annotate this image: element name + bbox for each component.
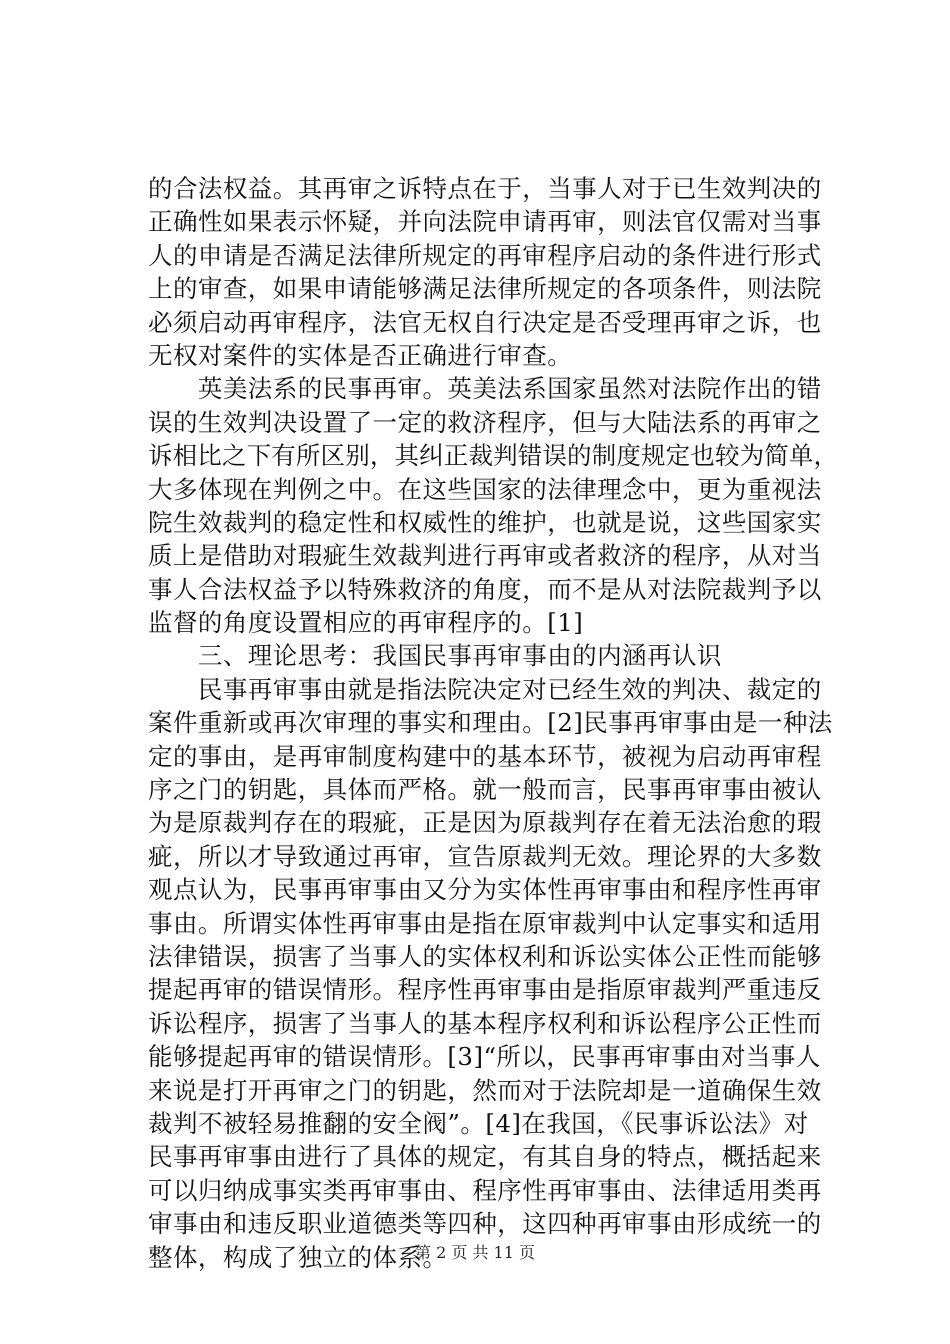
text-line: 审事由和违反职业道德类等四种，这四种再审事由形成统一的 bbox=[148, 1209, 822, 1239]
text-line: 提起再审的错误情形。程序性再审事由是指原审裁判严重违反 bbox=[148, 975, 822, 1005]
text-line: 法律错误，损害了当事人的实体权利和诉讼实体公正性而能够 bbox=[148, 941, 822, 971]
text-line: 的合法权益。其再审之诉特点在于，当事人对于已生效判决的 bbox=[148, 174, 822, 203]
text-line: 民事再审事由就是指法院决定对已经生效的判决、裁定的 bbox=[148, 674, 822, 704]
text-line: 案件重新或再次审理的事实和理由。[2]民事再审事由是一种法 bbox=[148, 708, 833, 738]
text-line: 院生效裁判的稳定性和权威性的维护，也就是说，这些国家实 bbox=[148, 507, 822, 537]
text-line: 必须启动再审程序，法官无权自行决定是否受理再审之诉，也 bbox=[148, 307, 822, 337]
text-line: 来说是打开再审之门的钥匙，然而对于法院却是一道确保生效 bbox=[148, 1075, 822, 1105]
text-line: 民事再审事由进行了具体的规定，有其自身的特点，概括起来 bbox=[148, 1142, 822, 1172]
text-line: 正确性如果表示怀疑，并向法院申请再审，则法官仅需对当事 bbox=[148, 207, 822, 237]
text-line: 英美法系的民事再审。英美法系国家虽然对法院作出的错 bbox=[148, 374, 822, 404]
text-line: 裁判不被轻易推翻的安全阀”。[4]在我国，《民事诉讼法》对 bbox=[148, 1108, 809, 1138]
text-line: 事由。所谓实体性再审事由是指在原审裁判中认定事实和适用 bbox=[148, 908, 822, 938]
text-line: 诉相比之下有所区别，其纠正裁判错误的制度规定也较为简单， bbox=[148, 441, 839, 471]
text-line: 观点认为，民事再审事由又分为实体性再审事由和程序性再审 bbox=[148, 875, 822, 905]
text-line: 可以归纳成事实类再审事由、程序性再审事由、法律适用类再 bbox=[148, 1175, 822, 1205]
text-line: 误的生效判决设置了一定的救济程序，但与大陆法系的再审之 bbox=[148, 407, 822, 437]
text-line: 诉讼程序，损害了当事人的基本程序权利和诉讼程序公正性而 bbox=[148, 1008, 822, 1038]
text-line: 能够提起再审的错误情形。[3]“所以，民事再审事由对当事人 bbox=[148, 1042, 821, 1072]
page-footer: 第 2 页 共 11 页 bbox=[415, 1243, 535, 1262]
text-line: 无权对案件的实体是否正确进行审查。 bbox=[148, 340, 573, 370]
text-line: 疵，所以才导致通过再审，宣告原裁判无效。理论界的大多数 bbox=[148, 841, 822, 871]
text-line: 监督的角度设置相应的再审程序的。[1] bbox=[148, 608, 584, 638]
text-line: 事人合法权益予以特殊救济的角度，而不是从对法院裁判予以 bbox=[148, 574, 822, 604]
text-line: 人的申请是否满足法律所规定的再审程序启动的条件进行形式 bbox=[148, 240, 822, 270]
text-line: 整体，构成了独立的体系。 bbox=[148, 1242, 448, 1272]
body-text bbox=[148, 172, 838, 1274]
text-line: 大多体现在判例之中。在这些国家的法律理念中，更为重视法 bbox=[148, 474, 822, 504]
text-line: 序之门的钥匙，具体而严格。就一般而言，民事再审事由被认 bbox=[148, 775, 822, 805]
text-line: 质上是借助对瑕疵生效裁判进行再审或者救济的程序，从对当 bbox=[148, 541, 822, 571]
text-line: 为是原裁判存在的瑕疵，正是因为原裁判存在着无法治愈的瑕 bbox=[148, 808, 822, 838]
text-line: 上的审查，如果申请能够满足法律所规定的各项条件，则法院 bbox=[148, 274, 822, 304]
text-line: 三、理论思考：我国民事再审事由的内涵再认识 bbox=[148, 641, 722, 671]
text-line: 定的事由，是再审制度构建中的基本环节，被视为启动再审程 bbox=[148, 741, 822, 771]
